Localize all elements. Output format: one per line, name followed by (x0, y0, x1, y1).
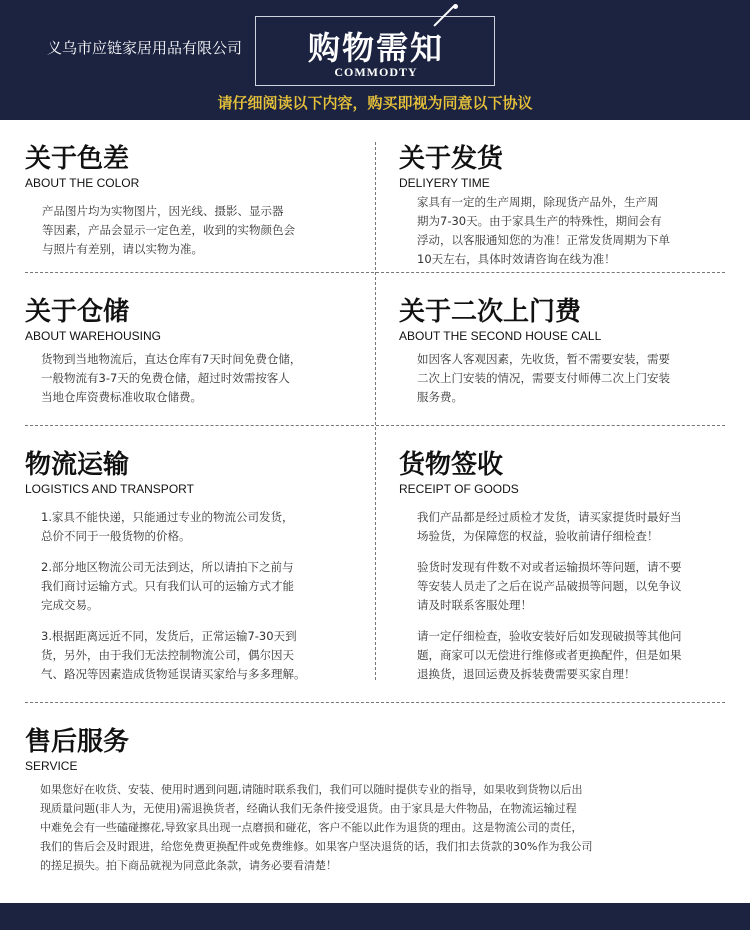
section-subtitle: RECEIPT OF GOODS (399, 482, 519, 496)
row-divider (25, 272, 725, 273)
section-subtitle: ABOUT WAREHOUSING (25, 329, 162, 343)
section-subtitle: ABOUT THE SECOND HOUSE CALL (399, 329, 602, 343)
section-body (40, 780, 740, 875)
row-divider (25, 702, 725, 703)
section-title: 售后服务 (25, 727, 130, 757)
section-title: 关于发货 (399, 144, 504, 174)
section-body (417, 508, 744, 684)
section-body (42, 202, 365, 259)
section-paragraph: 货物到当地物流后，直达仓库有7天时间免费仓储， 一般物流有3-7天的免费仓储，超过时效需按客人 当地仓库资费标准收取仓储费。 (41, 352, 302, 404)
section-second-call (399, 296, 744, 407)
section-subtitle: SERVICE (25, 759, 78, 773)
section-paragraph: 家具有一定的生产周期，除现货产品外，生产周 期为7-30天。由于家具生产的特殊性，期间会有 浮动，以客服通知您的为准！正常发货周期为下单 10天左右，具体时效请咨询在线为准！ (417, 195, 670, 266)
section-title: 物流运输 (25, 450, 130, 480)
column-divider (375, 142, 376, 680)
section-body (417, 193, 739, 269)
footer-bar (0, 903, 750, 930)
header-banner (0, 0, 750, 120)
section-paragraph: 1.家具不能快递，只能通过专业的物流公司发货， 总价不同于一般货物的价格。 (41, 510, 294, 543)
section-body (417, 350, 744, 407)
section-paragraph: 请一定仔细检查，验收安装好后如发现破损等其他问 题，商家可以无偿进行维修或者更换配件，但是如果 退换货，退回运费及拆装费需要买家自理！ (417, 629, 682, 681)
row-divider (25, 425, 725, 426)
section-title: 关于二次上门费 (399, 297, 582, 327)
section-receipt (399, 449, 744, 684)
company-name: 义乌市应链家居用品有限公司 (47, 39, 243, 57)
section-subtitle: DELIYERY TIME (399, 176, 490, 190)
section-subtitle: ABOUT THE COLOR (25, 176, 140, 190)
section-warehousing (25, 296, 365, 407)
section-subtitle: LOGISTICS AND TRANSPORT (25, 482, 194, 496)
section-logistics (25, 449, 370, 684)
section-title: 关于仓储 (25, 297, 130, 327)
section-paragraph: 产品图片均为实物图片，因光线、摄影、显示器 等因素，产品会显示一定色差，收到的实物颜色会 与照片有差别，请以实物为准。 (42, 204, 295, 256)
section-paragraph: 3.根据距离远近不同，发货后，正常运输7-30天到 货，另外，由于我们无法控制物流公司，偶尔因天 气、路况等因素造成货物延误请买家给与多多理解。 (41, 629, 306, 681)
title-frame (255, 16, 495, 86)
agreement-notice: 请仔细阅读以下内容，购买即视为同意以下协议 (217, 94, 533, 112)
page-title: 购物需知 (307, 29, 444, 67)
section-body (41, 350, 365, 407)
section-color (25, 143, 365, 259)
section-paragraph: 如因客人客观因素，先收货，暂不需要安装，需要 二次上门安装的情况，需要支付师傅二次上门安装 服务费。 (417, 352, 670, 404)
section-paragraph: 2.部分地区物流公司无法到达，所以请拍下之前与 我们商讨运输方式。只有我们认可的运输方式才能 完成交易。 (41, 560, 294, 612)
section-title: 关于色差 (25, 144, 130, 174)
section-delivery (399, 143, 739, 269)
section-paragraph: 验货时发现有件数不对或者运输损坏等问题，请不要 等安装人员走了之后在说产品破损等问题，以免争议 请及时联系客服处理！ (417, 560, 682, 612)
decorative-dot-icon (453, 4, 458, 9)
section-service (25, 726, 740, 875)
section-title: 货物签收 (399, 450, 504, 480)
section-body (41, 508, 370, 684)
page-subtitle: COMMODTY (334, 65, 418, 79)
section-paragraph: 我们产品都是经过质检才发货，请买家提货时最好当 场验货，为保障您的权益，验收前请仔细检查！ (417, 510, 682, 543)
section-paragraph: 如果您好在收货、安装、使用时遇到问题,请随时联系我们，我们可以随时提供专业的指导，如果收到货物以后出 现质量问题(非人为，无使用)需退换货者，经确认我们无条件接受退货。由于家具是大件物品，在物流运输过程 中难免会有一些磕碰擦花,导致家具出现一点磨损和碰花，客户不能以此作为退货的理由。这是物流公司的责任， 我们的售后会及时跟进，给您免费更换配件或免费维修。如果客户坚决退货的话，我们扣去货款的30%作为我公司 的搓足损失。拍下商品就视为同意此条款，请务必要看清楚！ (40, 783, 593, 872)
